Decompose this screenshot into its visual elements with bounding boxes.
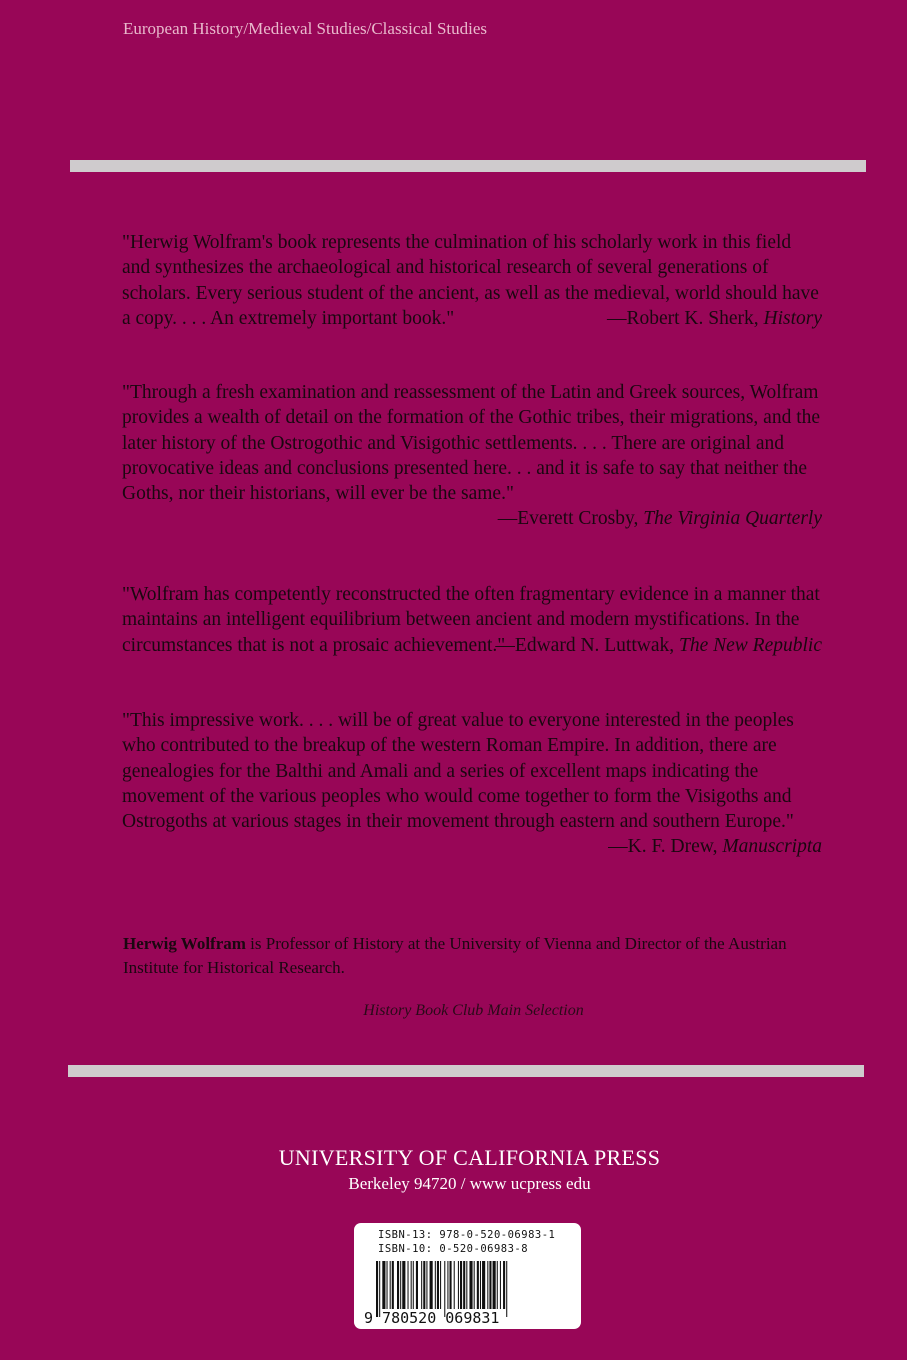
barcode-bar	[387, 1261, 388, 1309]
review-source: Manuscripta	[722, 836, 822, 858]
barcode-bar	[466, 1261, 467, 1309]
barcode-label	[354, 1223, 581, 1329]
barcode-bar	[440, 1261, 441, 1309]
barcode-bar	[400, 1261, 401, 1309]
barcode-bar	[458, 1261, 459, 1309]
barcode-bar	[430, 1261, 433, 1309]
author-bio	[123, 932, 833, 980]
barcode-bar	[408, 1261, 409, 1309]
barcode-bar	[435, 1261, 436, 1309]
publisher-name: UNIVERSITY OF CALIFORNIA PRESS	[278, 1145, 661, 1170]
barcode-bar	[426, 1261, 427, 1309]
review-text: "This impressive work. . . . will be of great value to everyone interested in the peoples who contributed to the breakup of the western Roman Empire. In addition, there are genealogies for the Balthi and Amali and a series of excellent maps indicating the movement of the various peoples who would come together to form the Visigoths and Ostrogoths at various stages in their movement through eastern and southern Europe."	[122, 710, 794, 833]
isbn-10: ISBN-10: 0-520-06983-8	[378, 1243, 529, 1255]
review-author: —Edward N. Luttwak,	[495, 634, 675, 656]
barcode-bar	[390, 1261, 391, 1309]
barcode-bar	[503, 1261, 505, 1309]
book-club-selection: History Book Club Main Selection	[363, 1002, 584, 1019]
barcode-bar	[489, 1261, 491, 1309]
review-crosby	[122, 380, 822, 532]
barcode-bar	[421, 1261, 422, 1309]
review-author: —K. F. Drew,	[608, 836, 718, 858]
review-author: —Robert K. Sherk,	[606, 307, 759, 329]
top-divider	[70, 160, 866, 172]
review-text: "Herwig Wolfram's book represents the culmination of his scholarly work in this field and synthesizes the archaeological and historical research of several generations of scholars. Every serious student of the ancient, as well as the medieval, world should have a copy. . . . An extremely important book."	[122, 232, 819, 329]
review-text: "Wolfram has competently reconstructed the often fragmentary evidence in a manner that maintains an intelligent equilibrium between ancient and modern mystifications. In the circumstances that is not a prosaic achievement."	[122, 584, 820, 656]
barcode-bar	[454, 1261, 455, 1309]
barcode-bar	[500, 1261, 501, 1309]
subject-category: European History/Medieval Studies/Classical Studies	[123, 19, 488, 38]
review-source: History	[763, 307, 822, 329]
barcode-bar	[423, 1261, 425, 1309]
barcode-bar	[477, 1261, 479, 1309]
barcode-bar	[411, 1261, 412, 1309]
barcode-bar	[463, 1261, 465, 1309]
barcode-bar	[447, 1261, 448, 1309]
review-text: "Through a fresh examination and reassessment of the Latin and Greek sources, Wolfram provides a wealth of detail on the formation of the Gothic tribes, their migrations, and the later history of the Ostrogothic and Visigothic settlements. . . . There are original and provocative ideas and conclusions presented here. . . and it is safe to say that neither the Goths, nor their historians, will ever be the same."	[122, 382, 821, 505]
review-luttwak	[122, 582, 822, 658]
barcode-bar	[460, 1261, 462, 1309]
bottom-divider	[68, 1065, 864, 1077]
publisher-address: Berkeley 94720 / www ucpress edu	[348, 1174, 591, 1193]
isbn-13: ISBN-13: 978-0-520-06983-1	[378, 1229, 556, 1241]
review-source: The Virginia Quarterly	[643, 508, 822, 530]
review-sherk	[122, 230, 822, 331]
review-drew	[122, 708, 822, 860]
barcode-bar	[437, 1261, 439, 1309]
review-author: —Everett Crosby,	[497, 508, 639, 530]
barcode-bar	[497, 1261, 498, 1309]
barcode-digits: 9 780520 069831	[364, 1309, 500, 1327]
barcode-bar	[413, 1261, 414, 1309]
author-name: Herwig Wolfram	[123, 934, 246, 953]
barcode-bar	[402, 1261, 405, 1309]
barcode-bar	[382, 1261, 385, 1309]
barcode-bar	[480, 1261, 481, 1309]
review-source: The New Republic	[679, 634, 822, 656]
barcode-bar	[482, 1261, 485, 1309]
barcode-bar	[450, 1261, 452, 1309]
barcode-bar	[416, 1261, 418, 1309]
barcode-bar	[397, 1261, 399, 1309]
barcode-bar	[487, 1261, 488, 1309]
review-attribution	[122, 506, 822, 531]
author-bio-text: is Professor of History at the University of Vienna and Director of the Austrian Institute for Historical Research.	[123, 934, 787, 977]
review-attribution	[122, 834, 822, 859]
barcode-bar	[474, 1261, 475, 1309]
barcode-bar	[392, 1261, 394, 1309]
barcode-bar	[493, 1261, 496, 1309]
barcode-bar	[469, 1261, 472, 1309]
